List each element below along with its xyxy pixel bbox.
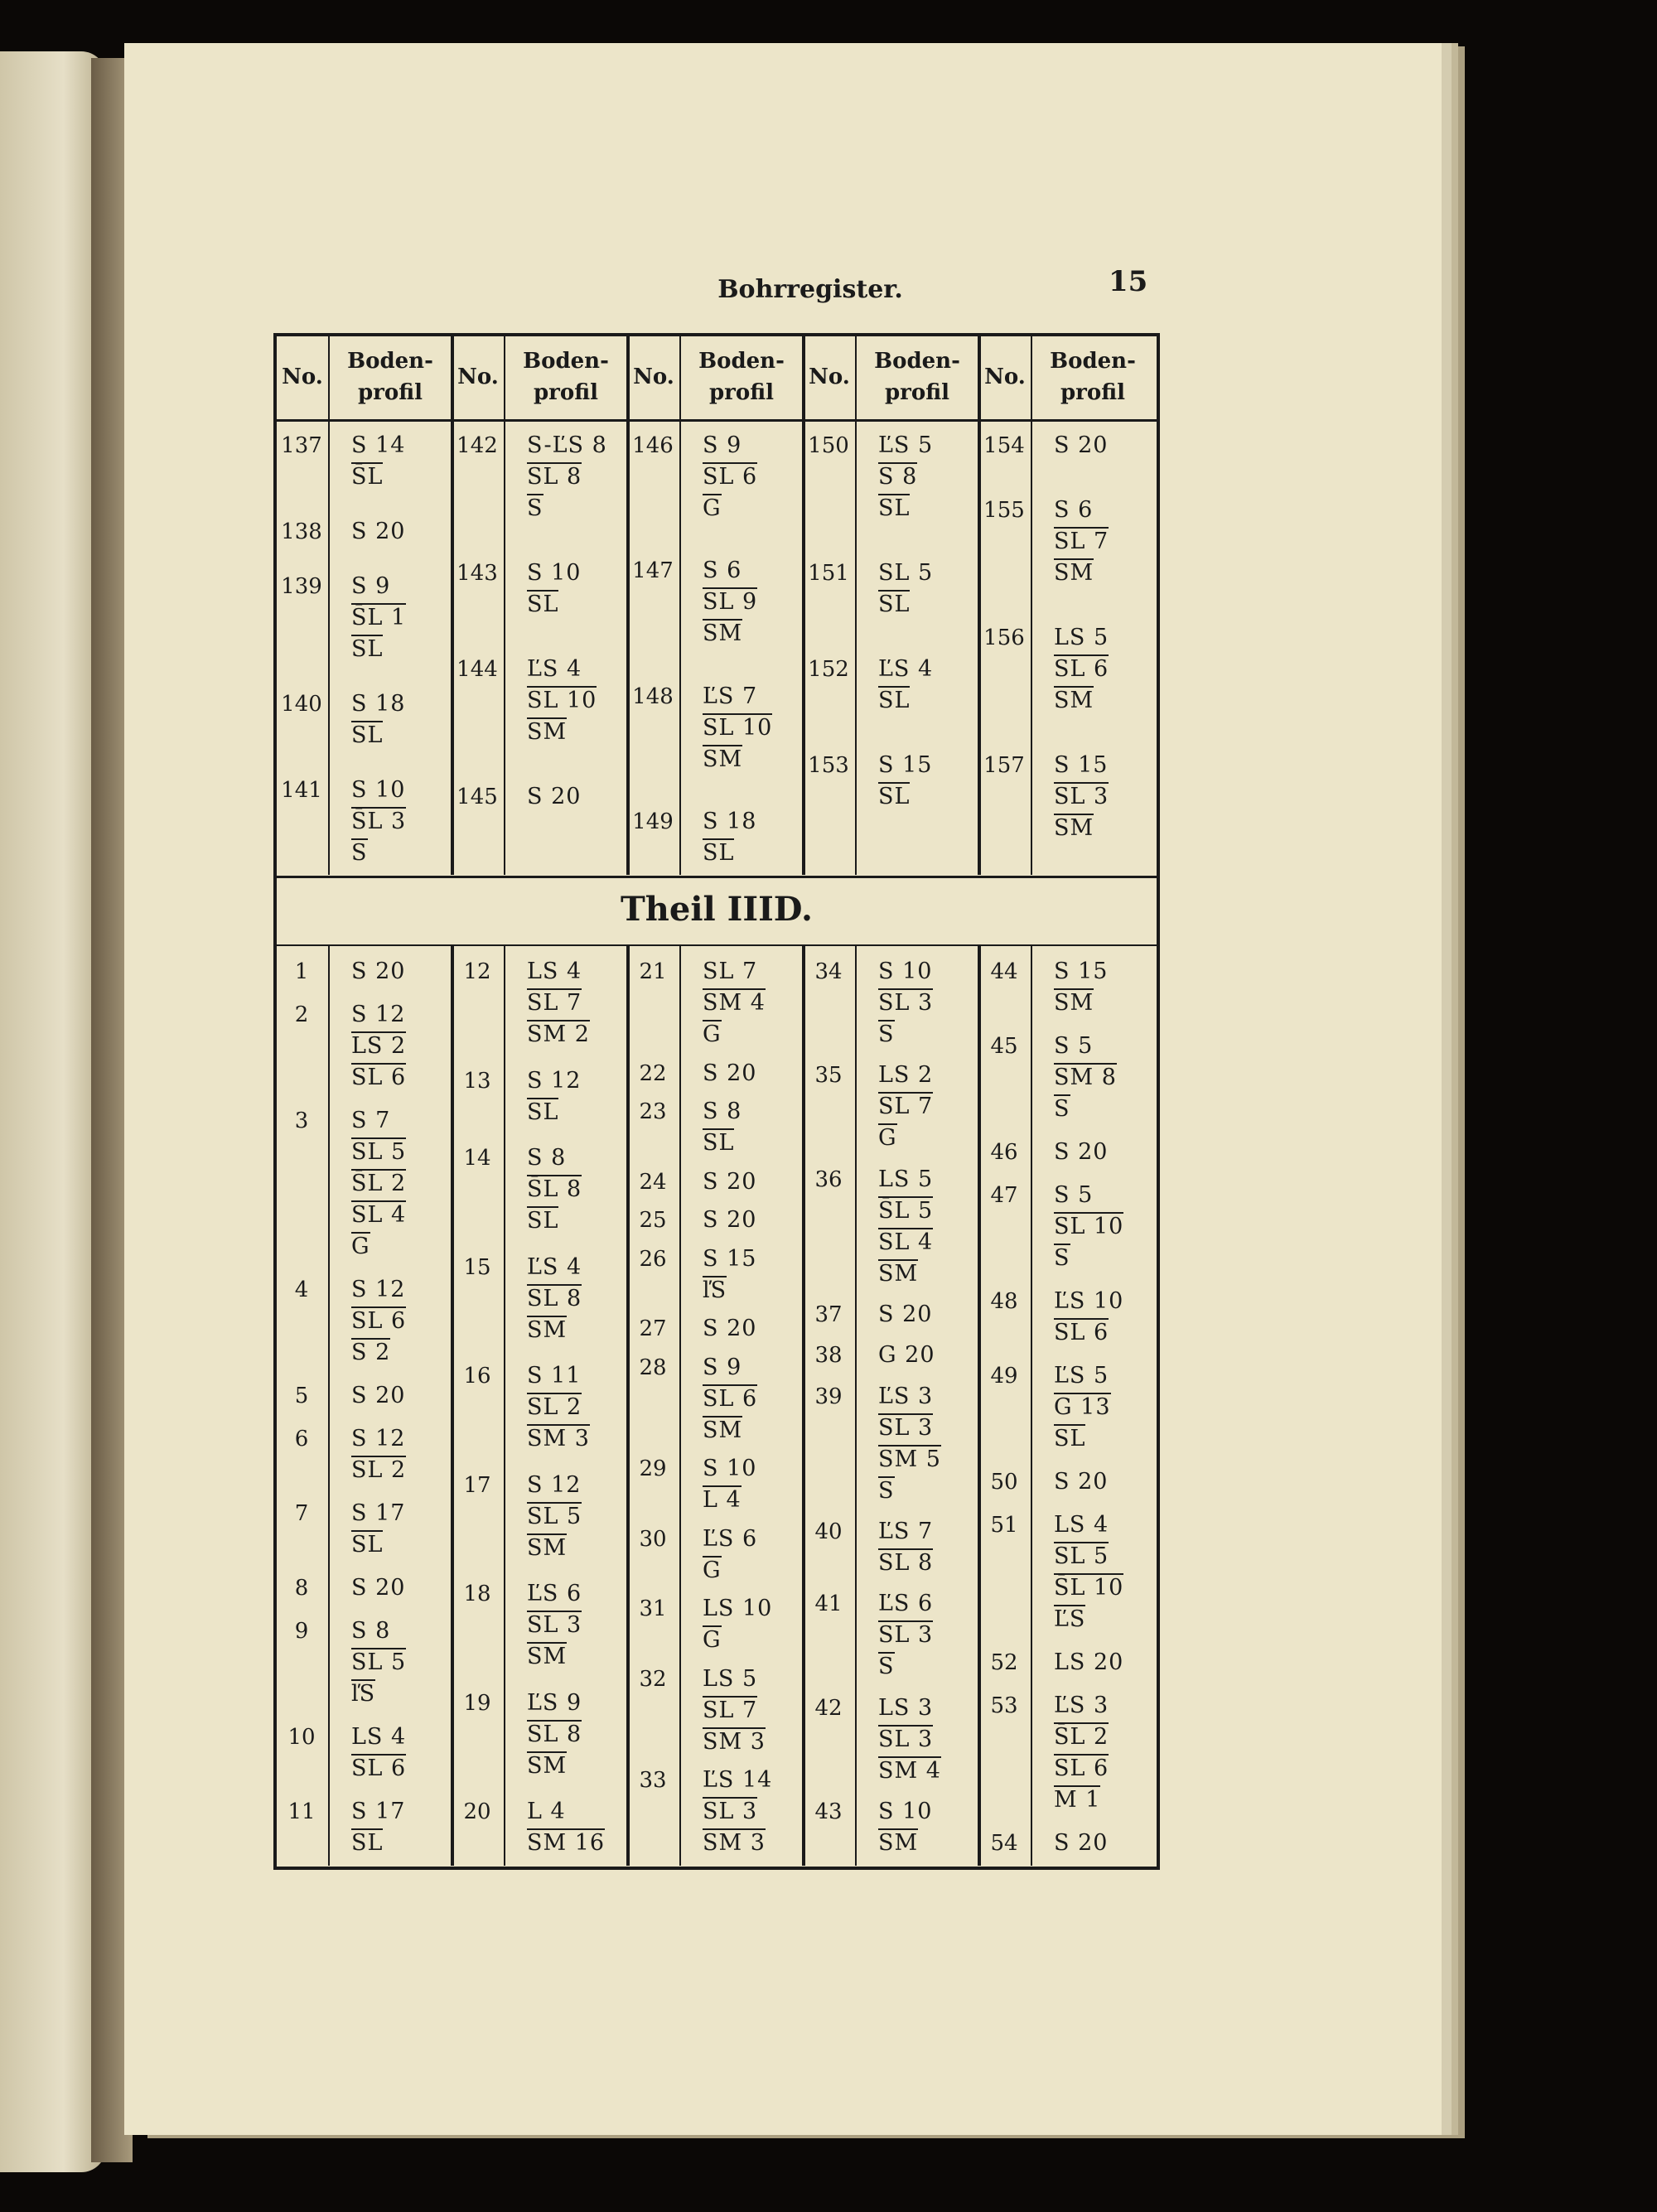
soil-profile-layer: S xyxy=(878,1477,895,1504)
header-profile-3: Boden- profil xyxy=(698,349,785,405)
soil-profile-layer: S 20 xyxy=(703,1060,757,1086)
bore-number: 156 xyxy=(983,625,1025,650)
soil-profile-layer: S 12 xyxy=(527,1067,582,1094)
soil-profile-layer: LS 5 xyxy=(878,1166,934,1192)
soil-profile-layer: G xyxy=(703,1627,722,1653)
bore-number: 33 xyxy=(639,1768,667,1793)
soil-profile-layer: LS 5 xyxy=(1054,625,1109,650)
soil-profile-layer: S xyxy=(351,840,368,866)
part2-body xyxy=(277,949,1157,1869)
bore-number: 51 xyxy=(990,1513,1018,1538)
bore-number: 52 xyxy=(990,1650,1018,1675)
soil-profile-layer: SL 3 xyxy=(878,1414,934,1441)
bore-number: 11 xyxy=(287,1799,316,1824)
soil-profile-layer: S 20 xyxy=(1054,1830,1109,1856)
bore-number: 145 xyxy=(457,785,498,809)
bore-number: 155 xyxy=(983,498,1025,523)
bore-number: 148 xyxy=(632,683,674,709)
soil-profile-layer: SL xyxy=(878,784,911,809)
soil-profile-layer: SL 6 xyxy=(351,1065,407,1090)
bore-number: 152 xyxy=(808,657,849,682)
soil-profile-layer: S 20 xyxy=(351,1575,406,1601)
header-no-1: No. xyxy=(282,365,323,390)
soil-profile-layer: S xyxy=(1054,1245,1070,1271)
soil-profile-layer: SM xyxy=(527,1316,568,1343)
column-rule xyxy=(504,336,505,875)
bore-number: 42 xyxy=(814,1695,843,1721)
soil-profile-layer: SL xyxy=(878,495,911,521)
group-rule xyxy=(802,336,805,875)
soil-profile-layer: S 7 xyxy=(351,1108,391,1133)
soil-profile-layer: SM xyxy=(1054,560,1094,586)
bore-number: 8 xyxy=(294,1576,309,1601)
bore-number: 43 xyxy=(814,1799,843,1824)
soil-profile-layer: SL xyxy=(527,592,559,617)
soil-profile-layer: G 20 xyxy=(878,1342,935,1369)
soil-profile-layer: LS 4 xyxy=(1054,1512,1109,1538)
table-header-row xyxy=(277,336,1157,422)
column-rule xyxy=(328,946,330,1866)
soil-profile-layer: G xyxy=(703,495,722,521)
soil-profile-layer: S 15 xyxy=(1054,959,1109,984)
soil-profile-layer: S̄L 2 xyxy=(351,1171,407,1196)
soil-profile-layer: LS 3 xyxy=(878,1694,934,1721)
bore-number: 32 xyxy=(639,1666,667,1692)
column-rule xyxy=(504,946,505,1866)
soil-profile-layer: S 8 xyxy=(351,1618,391,1644)
soil-profile-layer: S 12 xyxy=(351,1002,406,1027)
soil-profile-layer: SL xyxy=(527,1208,559,1234)
bore-number: 137 xyxy=(281,433,322,458)
soil-profile-layer: S̄L 8 xyxy=(527,1176,582,1202)
soil-profile-layer: S 20 xyxy=(351,519,406,544)
soil-profile-layer: SL 6 xyxy=(1054,1756,1109,1781)
bore-number: 143 xyxy=(457,561,498,586)
soil-profile-layer: G xyxy=(703,1021,722,1047)
soil-profile-layer: SL 7 xyxy=(703,1697,758,1723)
soil-profile-layer: S 14 xyxy=(351,432,406,458)
soil-profile-layer: SL 6 xyxy=(1054,1320,1109,1345)
soil-profile-layer: SM xyxy=(878,1830,919,1856)
soil-profile-layer: ĽS 9 xyxy=(527,1689,582,1716)
part1-body xyxy=(277,423,1157,875)
bore-number: 5 xyxy=(294,1384,309,1408)
soil-profile-layer: SL 5 xyxy=(351,1649,407,1675)
soil-profile-layer: SL 3 xyxy=(878,1622,934,1649)
soil-profile-layer: SL 2 xyxy=(351,1457,407,1483)
soil-profile-layer: S 17 xyxy=(351,1799,406,1824)
soil-profile-layer: SM xyxy=(527,1752,568,1779)
column-rule xyxy=(679,336,681,875)
group-rule xyxy=(626,946,630,1866)
group-rule xyxy=(451,336,454,875)
bore-number: 10 xyxy=(287,1725,316,1750)
bore-number: 157 xyxy=(983,753,1025,778)
soil-profile-layer: LS 2 xyxy=(878,1062,934,1089)
soil-profile-layer: SL 3 xyxy=(527,1612,582,1638)
page-number: 15 xyxy=(1109,265,1148,298)
soil-profile-layer: S 20 xyxy=(878,1302,933,1327)
soil-profile-layer: SM xyxy=(1054,688,1094,713)
soil-profile-layer: SL 5 xyxy=(351,1139,407,1165)
soil-profile-layer: L 4 xyxy=(527,1799,566,1824)
soil-profile-layer: S 10 xyxy=(351,777,406,803)
bore-register-table xyxy=(273,333,1160,1870)
group-rule xyxy=(978,946,981,1866)
soil-profile-layer: S 10 xyxy=(878,1799,933,1824)
header-no-5: No. xyxy=(984,365,1026,390)
soil-profile-layer: SL xyxy=(351,1532,384,1558)
header-no-2: No. xyxy=(457,365,499,390)
soil-profile-layer: SM xyxy=(1054,990,1094,1016)
bore-number: 26 xyxy=(639,1246,667,1272)
soil-profile-layer: SL 3 xyxy=(703,1799,758,1824)
column-rule xyxy=(855,946,857,1866)
soil-profile-layer: S 17 xyxy=(351,1500,406,1526)
soil-profile-layer: SL 3 xyxy=(1054,784,1109,809)
soil-profile-layer: ĽS 5 xyxy=(878,432,934,458)
bore-number: 139 xyxy=(281,574,322,599)
soil-profile-layer: ĽS 3 xyxy=(1054,1693,1109,1718)
group-rule xyxy=(802,946,805,1866)
soil-profile-layer: SL 10 xyxy=(527,688,597,713)
soil-profile-layer: SM 16 xyxy=(527,1830,606,1856)
bore-number: 40 xyxy=(814,1519,843,1544)
column-rule xyxy=(679,946,681,1866)
soil-profile-layer: SL 6 xyxy=(351,1756,407,1781)
bore-number: 147 xyxy=(632,558,674,584)
soil-profile-layer: SL 8 xyxy=(527,1285,582,1311)
group-rule xyxy=(978,336,981,875)
header-no-3: No. xyxy=(633,365,674,390)
soil-profile-layer: SL 3 xyxy=(878,1726,934,1752)
bore-number: 144 xyxy=(457,657,498,682)
bore-number: 46 xyxy=(990,1140,1018,1165)
soil-profile-layer: S xyxy=(527,495,543,521)
bore-number: 14 xyxy=(463,1146,491,1171)
bore-number: 140 xyxy=(281,692,322,717)
soil-profile-layer: SL 5 xyxy=(878,560,934,586)
bore-number: 142 xyxy=(457,433,498,458)
soil-profile-layer: S 15 xyxy=(703,1245,757,1272)
bore-number: 7 xyxy=(294,1501,309,1526)
soil-profile-layer: S 6 xyxy=(1054,497,1094,523)
soil-profile-layer: S̄L 10 xyxy=(1054,1575,1124,1601)
soil-profile-layer: ĽS 6 xyxy=(878,1591,934,1617)
bore-number: 35 xyxy=(814,1063,843,1089)
section-divider-line xyxy=(277,876,1157,878)
bore-number: 47 xyxy=(990,1183,1018,1208)
bore-number: 146 xyxy=(632,433,674,458)
bore-number: 53 xyxy=(990,1693,1018,1718)
soil-profile-layer: SM 4 xyxy=(878,1757,941,1784)
soil-profile-layer: S̄L 3 xyxy=(351,809,407,834)
soil-profile-layer: SL 9 xyxy=(703,589,758,616)
header-profile-5: Boden- profil xyxy=(1050,349,1136,405)
bore-number: 44 xyxy=(990,959,1018,984)
soil-profile-layer: ĽS 4 xyxy=(527,1253,582,1280)
header-profile-1: Boden- profil xyxy=(347,349,433,405)
soil-profile-layer: ĽS 6 xyxy=(703,1525,758,1552)
book-page xyxy=(124,43,1442,2135)
soil-profile-layer: SM xyxy=(878,1260,919,1287)
bore-number: 23 xyxy=(639,1099,667,1124)
soil-profile-layer: S 15 xyxy=(878,752,933,778)
bore-number: 18 xyxy=(463,1582,491,1606)
column-rule xyxy=(328,336,330,875)
bore-number: 4 xyxy=(294,1277,309,1302)
soil-profile-layer: SL 8 xyxy=(527,464,582,490)
soil-profile-layer: ľS xyxy=(351,1681,376,1707)
bore-number: 37 xyxy=(814,1302,843,1327)
soil-profile-layer: S 8 xyxy=(527,1145,567,1171)
soil-profile-layer: SM xyxy=(527,1534,568,1561)
soil-profile-layer: ĽS 10 xyxy=(1054,1288,1124,1314)
soil-profile-layer: SM 2 xyxy=(527,1021,590,1047)
soil-profile-layer: G xyxy=(703,1557,722,1583)
soil-profile-layer: LS 10 xyxy=(703,1596,773,1621)
soil-profile-layer: SL xyxy=(351,722,384,748)
soil-profile-layer: SL xyxy=(1054,1426,1086,1451)
column-rule xyxy=(1031,336,1032,875)
soil-profile-layer: SL 4 xyxy=(351,1202,407,1228)
soil-profile-layer: SL 7 xyxy=(527,990,582,1016)
soil-profile-layer: S 5 xyxy=(1054,1182,1094,1208)
soil-profile-layer: SL 7 xyxy=(878,1094,934,1120)
soil-profile-layer: S 11 xyxy=(527,1363,582,1389)
bore-number: 141 xyxy=(281,778,322,803)
bore-number: 6 xyxy=(294,1427,309,1451)
soil-profile-layer: G 13 xyxy=(1054,1394,1111,1420)
left-page-edge xyxy=(0,51,106,2172)
bore-number: 153 xyxy=(808,753,849,778)
running-header: Bohrregister. xyxy=(717,275,903,304)
bore-number: 48 xyxy=(990,1289,1018,1314)
bore-number: 28 xyxy=(639,1355,667,1380)
soil-profile-layer: SL 7 xyxy=(703,959,758,984)
bore-number: 15 xyxy=(463,1254,491,1280)
header-profile-2: Boden- profil xyxy=(523,349,609,405)
soil-profile-layer: S 20 xyxy=(703,1207,757,1233)
bore-number: 17 xyxy=(463,1472,491,1498)
soil-profile-layer: SL 6 xyxy=(1054,656,1109,682)
soil-profile-layer: S 20 xyxy=(1054,1469,1109,1495)
bore-number: 31 xyxy=(639,1596,667,1621)
soil-profile-layer: S 9 xyxy=(703,432,742,458)
soil-profile-layer: S 20 xyxy=(351,959,406,984)
soil-profile-layer: SM 4 xyxy=(703,990,766,1016)
soil-profile-layer: ĽS 7 xyxy=(703,683,758,709)
soil-profile-layer: SL 6 xyxy=(351,1308,407,1334)
soil-profile-layer: M 1 xyxy=(1054,1787,1101,1813)
soil-profile-layer: SL xyxy=(527,1099,559,1125)
soil-profile-layer: S̄L 1 xyxy=(351,605,407,630)
soil-profile-layer: LS 4 xyxy=(351,1724,407,1750)
soil-profile-layer: S 20 xyxy=(527,784,582,809)
soil-profile-layer: SL 8 xyxy=(878,1550,934,1576)
soil-profile-layer: SL 7 xyxy=(1054,529,1109,554)
bore-number: 138 xyxy=(281,519,322,544)
soil-profile-layer: ĽS 4 xyxy=(527,656,582,682)
soil-profile-layer: SL xyxy=(878,592,911,617)
soil-profile-layer: LS 5 xyxy=(703,1665,758,1692)
soil-profile-layer: ĽS 4 xyxy=(878,656,934,682)
bore-number: 20 xyxy=(463,1799,491,1824)
soil-profile-layer: SM xyxy=(1054,815,1094,841)
soil-profile-layer: S 15 xyxy=(1054,752,1109,778)
soil-profile-layer: S-ĽS 8 xyxy=(527,432,607,458)
soil-profile-layer: S 12 xyxy=(351,1277,406,1302)
soil-profile-layer: S 12 xyxy=(351,1426,406,1451)
soil-profile-layer: S 10 xyxy=(878,959,933,984)
soil-profile-layer: SL 5 xyxy=(527,1503,582,1529)
group-rule xyxy=(626,336,630,875)
soil-profile-layer: S 6 xyxy=(703,558,742,584)
soil-profile-layer: SL xyxy=(351,1830,384,1856)
soil-profile-layer: S 20 xyxy=(1054,1139,1109,1165)
soil-profile-layer: ĽS 3 xyxy=(878,1383,934,1409)
soil-profile-layer: SM 3 xyxy=(527,1426,590,1451)
soil-profile-layer: S 20 xyxy=(703,1316,757,1341)
soil-profile-layer: LS 2 xyxy=(351,1033,407,1059)
soil-profile-layer: ĽS 14 xyxy=(703,1767,773,1793)
soil-profile-layer: S 8 xyxy=(878,464,918,490)
bore-number: 21 xyxy=(639,959,667,984)
bore-number: 24 xyxy=(639,1169,667,1195)
bore-number: 27 xyxy=(639,1316,667,1341)
soil-profile-layer: SM 3 xyxy=(703,1830,766,1856)
column-rule xyxy=(855,336,857,875)
soil-profile-layer: SM 3 xyxy=(703,1728,766,1755)
soil-profile-layer: SM xyxy=(703,621,743,647)
soil-profile-layer: ľS xyxy=(703,1277,727,1303)
bore-number: 25 xyxy=(639,1208,667,1233)
soil-profile-layer: S xyxy=(1054,1096,1070,1122)
soil-profile-layer: SM 5 xyxy=(878,1446,941,1472)
soil-profile-layer: S 2 xyxy=(351,1340,391,1365)
bore-number: 16 xyxy=(463,1364,491,1389)
soil-profile-layer: LS 20 xyxy=(1054,1649,1124,1675)
bore-number: 50 xyxy=(990,1470,1018,1495)
soil-profile-layer: S 9 xyxy=(351,573,391,599)
soil-profile-layer: S̄L 2 xyxy=(1054,1724,1109,1750)
group-rule xyxy=(451,946,454,1866)
soil-profile-layer: SM xyxy=(527,1644,568,1669)
soil-profile-layer: SL 3 xyxy=(878,990,934,1016)
soil-profile-layer: SL 6 xyxy=(703,464,758,490)
soil-profile-layer: S 12 xyxy=(527,1471,582,1498)
soil-profile-layer: ĽS 5 xyxy=(1054,1363,1109,1389)
bore-number: 12 xyxy=(463,959,491,984)
column-rule xyxy=(1031,946,1032,1866)
bore-number: 29 xyxy=(639,1456,667,1481)
soil-profile-layer: S 8 xyxy=(703,1099,742,1124)
soil-profile-layer: S xyxy=(878,1654,895,1680)
soil-profile-layer: ĽS xyxy=(1054,1606,1086,1632)
soil-profile-layer: S 20 xyxy=(703,1168,757,1195)
soil-profile-layer: SL 2 xyxy=(527,1394,582,1420)
bore-number: 49 xyxy=(990,1364,1018,1389)
soil-profile-layer: S xyxy=(878,1021,895,1047)
bore-number: 9 xyxy=(294,1619,309,1644)
soil-profile-layer: G xyxy=(351,1234,370,1259)
bore-number: 3 xyxy=(294,1108,309,1133)
soil-profile-layer: S 5 xyxy=(1054,1033,1094,1059)
bore-number: 13 xyxy=(463,1068,491,1094)
soil-profile-layer: SL 10 xyxy=(703,714,773,741)
soil-profile-layer: SL 10 xyxy=(1054,1214,1124,1239)
soil-profile-layer: S 10 xyxy=(527,560,582,586)
soil-profile-layer: L 4 xyxy=(703,1487,742,1513)
soil-profile-layer: SL xyxy=(703,840,735,866)
soil-profile-layer: SM xyxy=(703,746,743,772)
bore-number: 41 xyxy=(814,1591,843,1617)
bore-number: 34 xyxy=(814,959,843,984)
soil-profile-layer: S 18 xyxy=(703,809,757,834)
soil-profile-layer: S 18 xyxy=(351,691,406,717)
soil-profile-layer: ĽS 7 xyxy=(878,1519,934,1544)
soil-profile-layer: S 9 xyxy=(703,1354,742,1380)
soil-profile-layer: S 10 xyxy=(703,1456,757,1481)
soil-profile-layer: G xyxy=(878,1125,897,1152)
soil-profile-layer: S̄L 5 xyxy=(878,1197,934,1224)
soil-profile-layer: S̄L xyxy=(351,464,384,490)
soil-profile-layer: SL 5 xyxy=(1054,1543,1109,1569)
bore-number: 54 xyxy=(990,1831,1018,1856)
soil-profile-layer: SL xyxy=(351,636,384,662)
soil-profile-layer: S 20 xyxy=(351,1383,406,1408)
soil-profile-layer: SM 8 xyxy=(1054,1065,1117,1090)
soil-profile-layer: SL 4 xyxy=(878,1229,934,1255)
bore-number: 2 xyxy=(294,1002,309,1027)
soil-profile-layer: SL xyxy=(703,1130,735,1156)
soil-profile-layer: S 20 xyxy=(1054,432,1109,458)
section-top-line xyxy=(277,944,1157,946)
bore-number: 150 xyxy=(808,433,849,458)
soil-profile-layer: LS 4 xyxy=(527,959,582,984)
soil-profile-layer: SM xyxy=(527,719,568,745)
bore-number: 149 xyxy=(632,809,674,834)
bore-number: 38 xyxy=(814,1343,843,1369)
bore-number: 36 xyxy=(814,1166,843,1192)
bore-number: 39 xyxy=(814,1384,843,1409)
bore-number: 1 xyxy=(294,959,309,984)
soil-profile-layer: SL xyxy=(878,688,911,713)
bore-number: 154 xyxy=(983,433,1025,458)
header-no-4: No. xyxy=(809,365,850,390)
bore-number: 45 xyxy=(990,1034,1018,1059)
bore-number: 151 xyxy=(808,561,849,586)
soil-profile-layer: SL 6 xyxy=(703,1385,758,1412)
bore-number: 22 xyxy=(639,1060,667,1086)
bore-number: 19 xyxy=(463,1690,491,1716)
soil-profile-layer: SM xyxy=(703,1417,743,1443)
soil-profile-layer: SL 8 xyxy=(527,1721,582,1747)
section-heading: Theil IIID. xyxy=(621,890,813,929)
header-profile-4: Boden- profil xyxy=(874,349,960,405)
bore-number: 30 xyxy=(639,1526,667,1552)
soil-profile-layer: ĽS 6 xyxy=(527,1581,582,1606)
